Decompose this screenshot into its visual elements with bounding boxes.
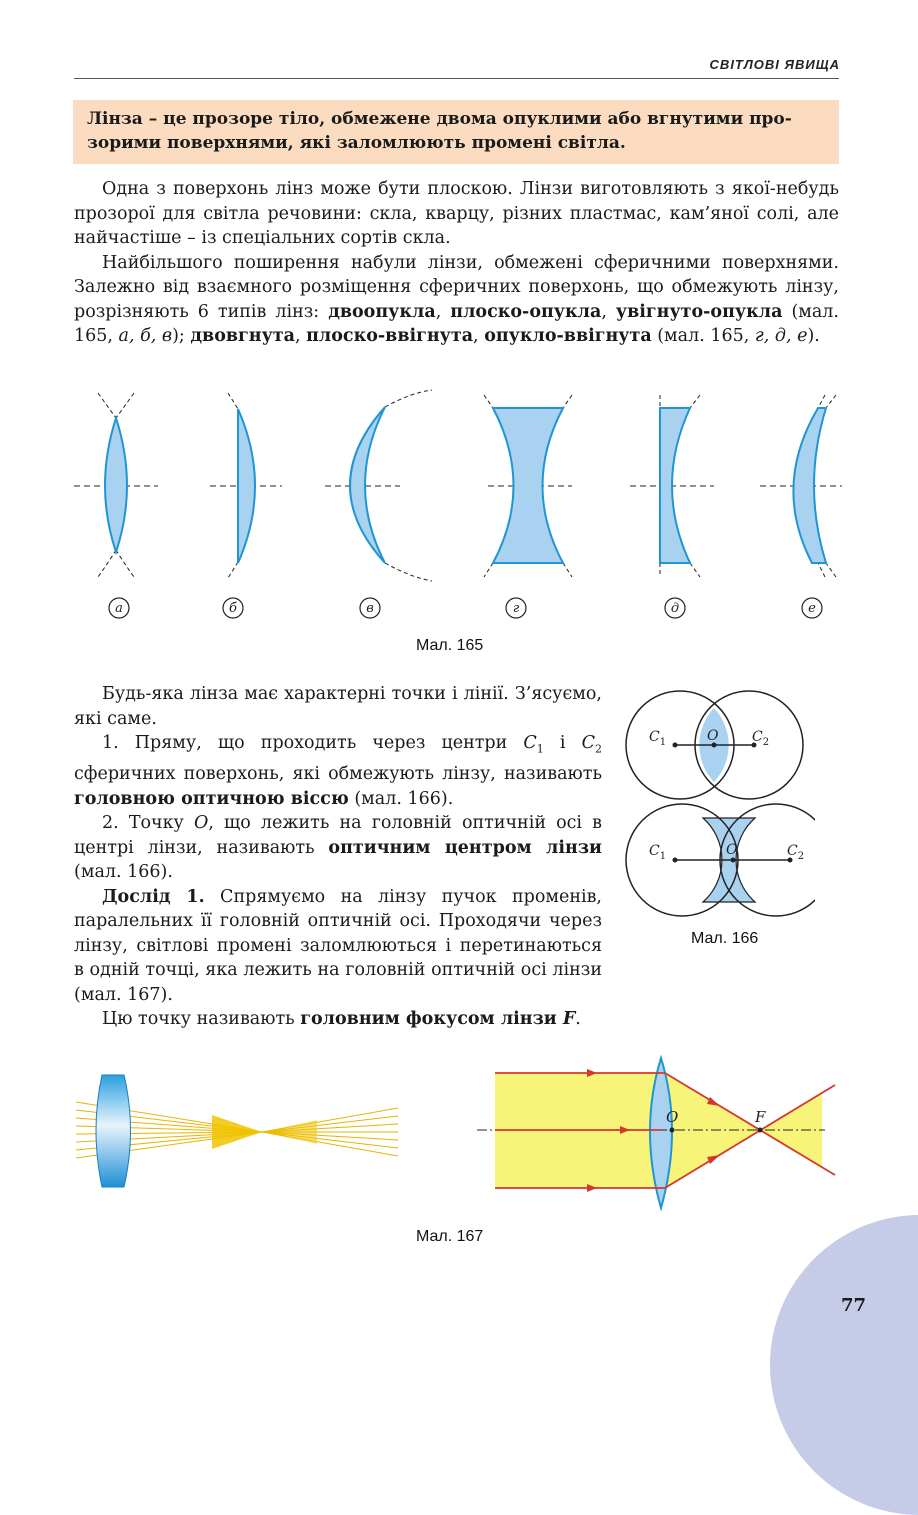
lens-concave-convex	[350, 407, 385, 563]
header-divider	[74, 78, 839, 79]
page-number: 77	[840, 1295, 866, 1316]
caption-figure-167: Мал. 167	[416, 1228, 484, 1245]
page-corner-decoration	[770, 1215, 918, 1515]
svg-text:C2: $C_2$	[752, 729, 770, 748]
definition-line-1: Лінза – це прозоре тіло, обмежене двома опуклими або вгнутими про-	[87, 109, 792, 129]
figure-166-optical-center	[615, 690, 815, 920]
svg-text:C2: $C_2$	[787, 843, 805, 862]
paragraph-optical-center: 2. Точку O, що лежить на головній оптичній осі в центрі лінзи, називають оптичним центром лінзи (мал. 166).	[74, 813, 602, 882]
svg-text:O: O	[726, 842, 738, 858]
caption-figure-165: Мал. 165	[416, 637, 484, 654]
lens-plano-convex	[238, 409, 255, 563]
section-title: СВІТЛОВІ ЯВИЩА	[709, 57, 840, 72]
intro-text	[74, 177, 839, 349]
label-b: б	[229, 601, 237, 616]
label-e: е	[808, 601, 816, 616]
paragraph-experiment: Дослід 1. Спрямуємо на лінзу пучок променів, паралельних її головній оптичній осі. Проходячи через лінзу, світлові промені заломлюються і перетинаються в одній точці, яка лежить на головній оптичній осі лінзи (мал. 167).	[74, 886, 602, 1005]
label-g: г	[512, 601, 520, 616]
definition-line-2: зорими поверхнями, які заломлюють промені світла.	[87, 133, 626, 153]
label-a: а	[115, 601, 123, 616]
point-o-label: O	[666, 1108, 679, 1126]
paragraph-optical-axis: 1. Пряму, що проходить через центри $C_1$ і $C_2$ сферичних поверхонь, які обмежують лінзу, називають головною оптичною віссю (мал. 166).	[74, 733, 602, 809]
paragraph-materials: Одна з поверхонь лінз може бути плоскою. Лінзи виготовляють з якої-небудь прозорої для світла речовини: скла, кварцу, різних пластмас, кам’яної солі, але найчастіше – із спеціальних сортів скла.	[74, 179, 839, 248]
svg-text:C1: $C_1$	[649, 843, 667, 862]
paragraph-lens-types: Найбільшого поширення набули лінзи, обмежені сферичними поверхнями. Залежно від взаємного розміщення сферичних поверхонь, що обмежують лінзу, розрізняють 6 типів лінз: двоопукла, плоско-опукла, увігнуто-опукла (мал. 165, а, б, в); двовгнута, плоско-ввігнута, опукло-ввігнута (мал. 165, г, д, е).	[74, 252, 839, 346]
label-d: д	[670, 601, 680, 616]
paragraph-points: Будь-яка лінза має характерні точки і лінії. З’ясуємо, які саме.	[74, 684, 602, 729]
figure-165-lens-types	[60, 385, 860, 635]
caption-figure-166: Мал. 166	[691, 930, 759, 947]
label-v: в	[366, 601, 374, 616]
paragraph-focus: Цю точку називають головним фокусом лінзи F.	[102, 1009, 581, 1029]
figure-167-ray-diagram	[475, 1050, 840, 1215]
svg-text:C1: $C_1$	[649, 729, 667, 748]
body-text-axes	[74, 682, 602, 1032]
svg-text:O: O	[707, 728, 719, 744]
lens-biconvex	[105, 418, 127, 552]
definition-box	[73, 100, 839, 164]
figure-167-photo	[72, 1070, 402, 1195]
focus-f-label: F	[755, 1108, 766, 1126]
